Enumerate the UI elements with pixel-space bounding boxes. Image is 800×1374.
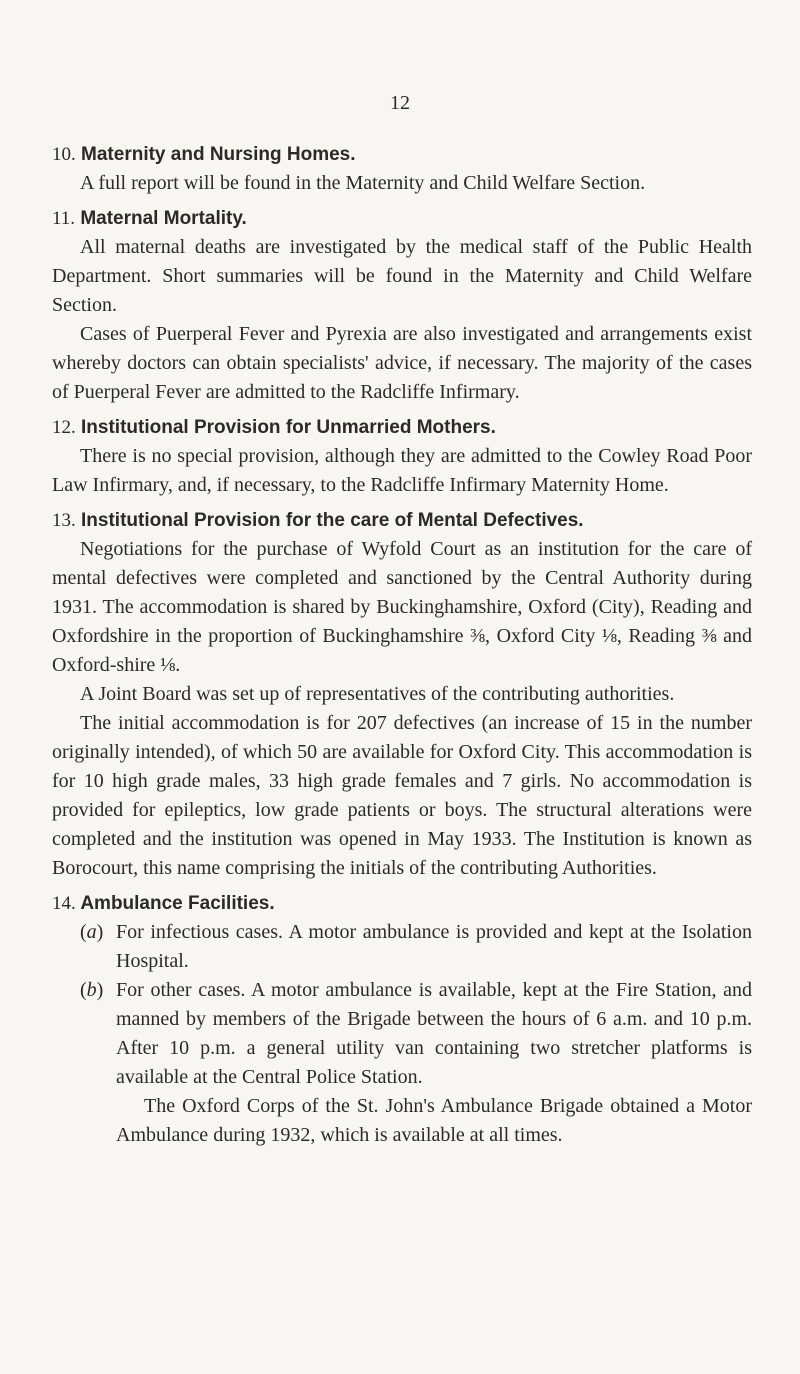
section-heading [52, 413, 752, 442]
section-heading [52, 506, 752, 535]
list-item [52, 976, 752, 1092]
section-number: 10. [52, 144, 76, 165]
paragraph: All maternal deaths are investigated by the medical staff of the Public Health Department. Short summaries will be found in the Maternity and Child Welfare Section. [52, 236, 752, 316]
section-heading [52, 204, 752, 233]
ambulance-list [52, 918, 752, 1092]
paragraph: Cases of Puerperal Fever and Pyrexia are also investigated and arrangements exist whereby doctors can obtain specialists' advice, if necessary. The majority of the cases of Puerperal Fever are admitted to the Radcliffe Infirmary. [52, 323, 752, 403]
list-item-text: For other cases. A motor ambulance is available, kept at the Fire Station, and manned by members of the Brigade between the hours of 6 a.m. and 10 p.m. After 10 p.m. a general utility van containing two stretcher platforms is available at the Central Police Station. [116, 979, 752, 1088]
section-title: Maternal Mortality. [80, 208, 247, 229]
section-maternal-mortality [52, 204, 752, 407]
list-item-text: For infectious cases. A motor ambulance is provided and kept at the Isolation Hospital. [116, 921, 752, 972]
section-number: 14. [52, 893, 76, 914]
section-title: Institutional Provision for Unmarried Mothers. [81, 417, 496, 438]
list-item [52, 918, 752, 976]
section-title: Institutional Provision for the care of Mental Defectives. [81, 510, 584, 531]
paragraph: A Joint Board was set up of representatives of the contributing authorities. [80, 683, 675, 705]
list-marker: (a) [80, 921, 104, 943]
section-number: 13. [52, 510, 76, 531]
paragraph: The initial accommodation is for 207 defectives (an increase of 15 in the number originally intended), of which 50 are available for Oxford City. This accommodation is for 10 high grade males, 33 high grade females and 7 girls. No accommodation is provided for epileptics, low grade patients or boys. The structural alterations were completed and the institution was opened in May 1933. The Institution is known as Borocourt, this name comprising the initials of the contributing Authorities. [52, 712, 752, 879]
paragraph: There is no special provision, although they are admitted to the Cowley Road Poor Law Infirmary, and, if necessary, to the Radcliffe Infirmary Maternity Home. [52, 445, 752, 496]
section-mental-defectives [52, 506, 752, 883]
section-maternity-nursing-homes [52, 140, 752, 198]
section-title: Ambulance Facilities. [80, 893, 275, 914]
list-marker: (b) [80, 979, 104, 1001]
closing-paragraph: The Oxford Corps of the St. John's Ambulance Brigade obtained a Motor Ambulance during 1932, which is available at all times. [116, 1095, 752, 1146]
section-unmarried-mothers [52, 413, 752, 500]
section-heading [52, 889, 752, 918]
paragraph: A full report will be found in the Maternity and Child Welfare Section. [80, 172, 646, 194]
section-heading [52, 140, 752, 169]
section-ambulance-facilities [52, 889, 752, 1150]
section-number: 12. [52, 417, 76, 438]
page-number: 12 [390, 92, 410, 114]
section-title: Maternity and Nursing Homes. [81, 144, 356, 165]
paragraph: Negotiations for the purchase of Wyfold Court as an institution for the care of mental defectives were completed and sanctioned by the Central Authority during 1931. The accommodation is shared by Buckinghamshire, Oxford (City), Reading and Oxfordshire in the proportion of Buckinghamshire ⅜, Oxford City ⅛, Reading ⅜ and Oxford-shire ⅛. [52, 538, 752, 676]
section-number: 11. [52, 208, 76, 229]
document-body [52, 140, 752, 1156]
